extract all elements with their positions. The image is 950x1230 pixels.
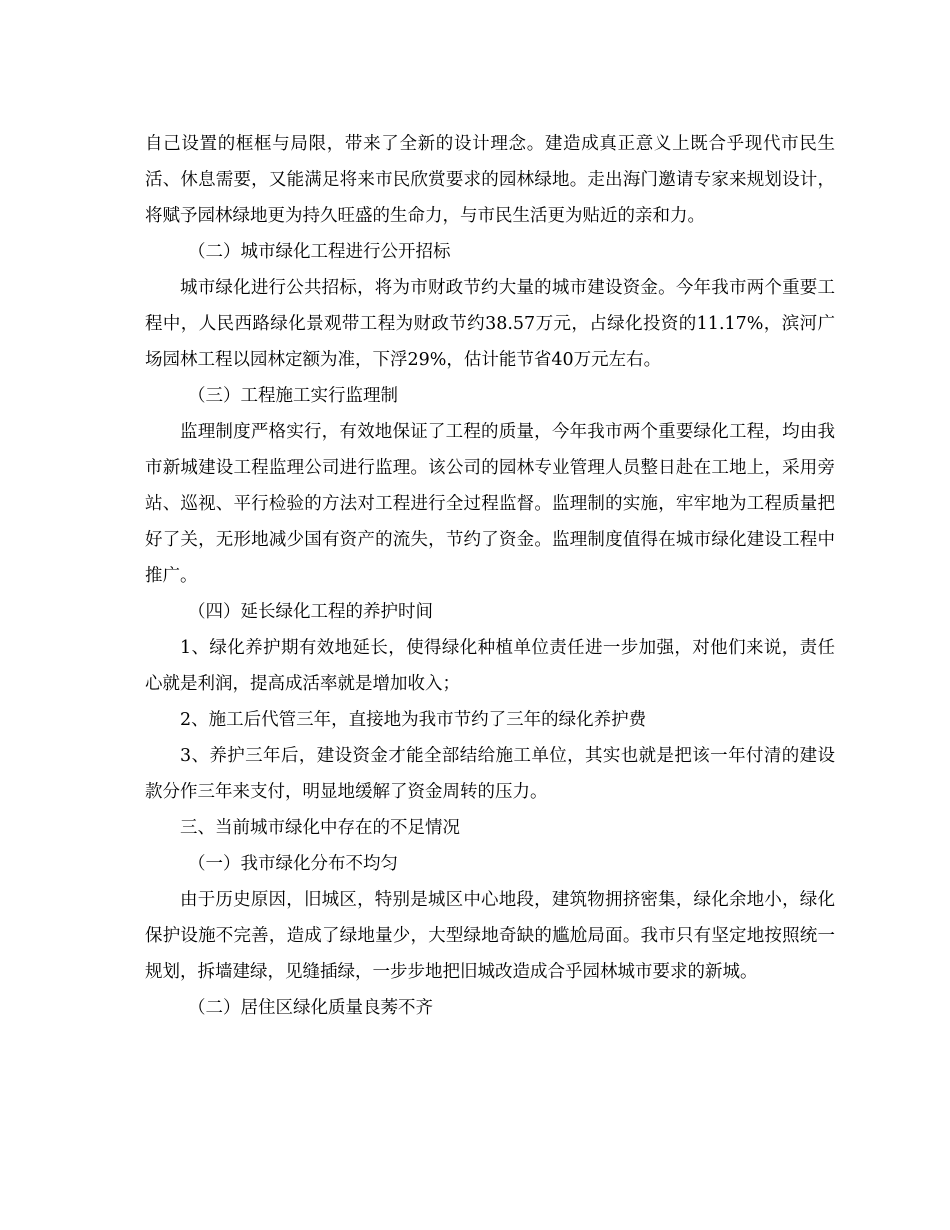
subheading: （二）居住区绿化质量良莠不齐 [188, 998, 433, 1018]
subheading: （三）工程施工实行监理制 [188, 386, 398, 406]
body-paragraph: 城市绿化进行公共招标，将为市财政节约大量的城市建设资金。今年我市两个重要工程中，人民西路绿化景观带工程为财政节约38.57万元，占绿化投资的11.17%，滨河广场园林工程以园林定额为准，下浮29%，估计能节省40万元左右。 [145, 278, 835, 370]
subheading: （二）城市绿化工程进行公开招标 [188, 242, 451, 262]
body-paragraph: 监理制度严格实行，有效地保证了工程的质量，今年我市两个重要绿化工程，均由我市新城建设工程监理公司进行监理。该公司的园林专业管理人员整日赴在工地上，采用旁站、巡视、平行检验的方法对工程进行全过程监督。监理制的实施，牢牢地为工程质量把好了关，无形地减少国有资产的流失，节约了资金。监理制度值得在城市绿化建设工程中推广。 [145, 422, 835, 586]
document-body [145, 126, 835, 1026]
section-heading: 三、当前城市绿化中存在的不足情况 [180, 818, 460, 838]
body-paragraph: 由于历史原因，旧城区，特别是城区中心地段，建筑物拥挤密集，绿化余地小，绿化保护设施不完善，造成了绿地量少，大型绿地奇缺的尴尬局面。我市只有坚定地按照统一规划，拆墙建绿，见缝插绿，一步步地把旧城改造成合乎园林城市要求的新城。 [145, 890, 835, 982]
list-item: 1、绿化养护期有效地延长，使得绿化种植单位责任进一步加强，对他们来说，责任心就是利润，提高成活率就是增加收入； [145, 638, 835, 694]
subheading: （四）延长绿化工程的养护时间 [188, 602, 433, 622]
list-item: 3、养护三年后，建设资金才能全部结给施工单位，其实也就是把该一年付清的建设款分作三年来支付，明显地缓解了资金周转的压力。 [145, 746, 835, 802]
subheading: （一）我市绿化分布不均匀 [188, 854, 398, 874]
body-paragraph: 自己设置的框框与局限，带来了全新的设计理念。建造成真正意义上既合乎现代市民生活、休息需要，又能满足将来市民欣赏要求的园林绿地。走出海门邀请专家来规划设计，将赋予园林绿地更为持久旺盛的生命力，与市民生活更为贴近的亲和力。 [145, 134, 835, 226]
list-item: 2、施工后代管三年，直接地为我市节约了三年的绿化养护费 [180, 710, 647, 730]
